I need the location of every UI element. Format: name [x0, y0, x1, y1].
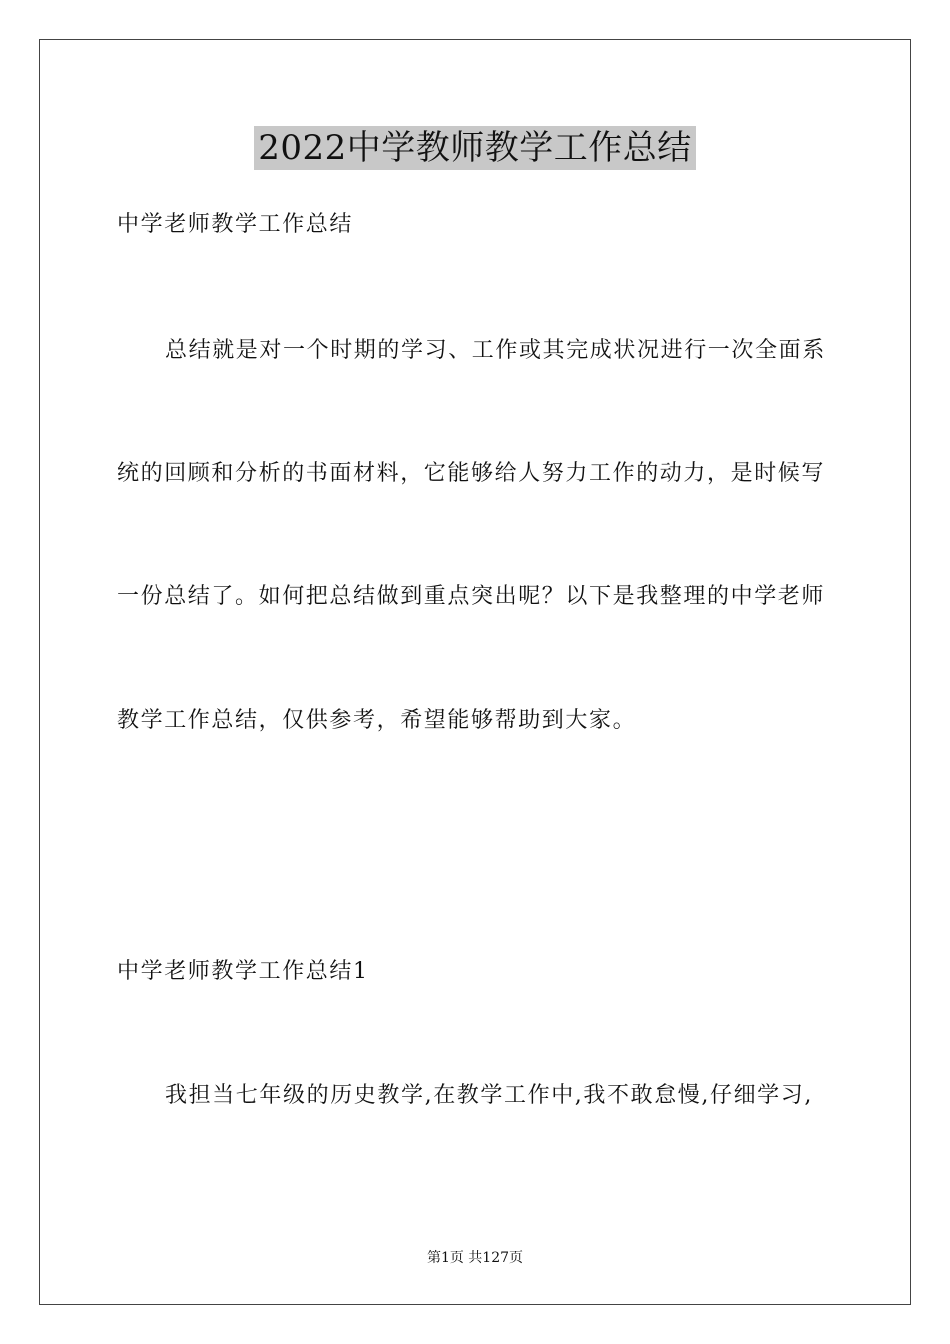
paragraph-line[interactable]: 教学工作总结，仅供参考，希望能够帮助到大家。	[117, 708, 637, 733]
paragraph-line[interactable]: 总结就是对一个时期的学习、工作或其完成状况进行一次全面系	[165, 338, 826, 363]
section-heading[interactable]: 中学老师教学工作总结1	[117, 959, 369, 984]
paragraph-line[interactable]: 我担当七年级的历史教学,在教学工作中,我不敢怠慢,仔细学习,	[165, 1083, 813, 1108]
section-heading[interactable]: 中学老师教学工作总结	[117, 212, 354, 237]
paragraph-line[interactable]: 一份总结了。如何把总结做到重点突出呢？以下是我整理的中学老师	[117, 584, 826, 609]
page-number-footer: 第1页 共127页	[426, 1250, 524, 1266]
title-container	[0, 126, 950, 170]
paragraph-line[interactable]: 统的回顾和分析的书面材料，它能够给人努力工作的动力，是时候写	[117, 461, 826, 486]
document-title[interactable]: 2022中学教师教学工作总结	[254, 126, 696, 170]
